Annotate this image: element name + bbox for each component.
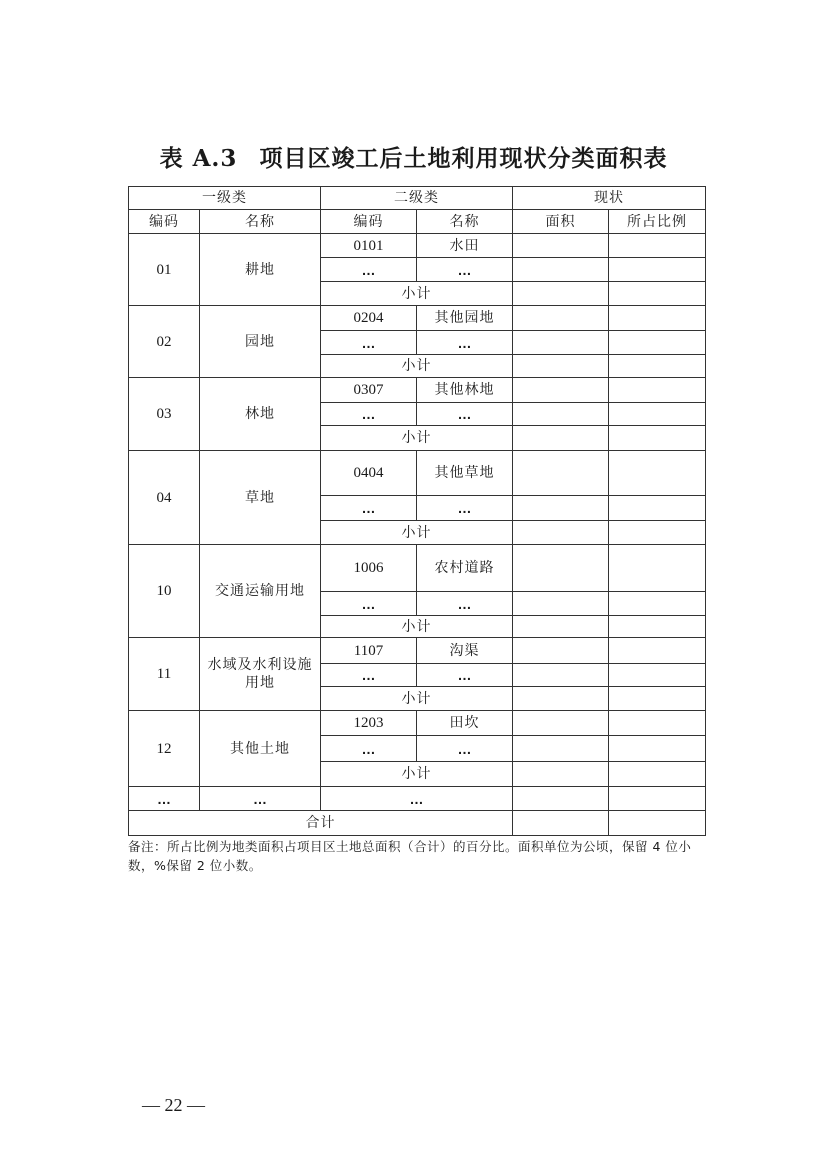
ratio-cell: [609, 592, 706, 616]
area-cell: [513, 811, 609, 836]
page-number: — 22 —: [142, 1095, 205, 1115]
table-row: [129, 711, 706, 736]
group-name: 交通运输用地: [200, 545, 321, 638]
group-code: 10: [129, 545, 200, 638]
ratio-cell: [609, 687, 706, 711]
group-code: 04: [129, 451, 200, 545]
subtotal-label: 小计: [321, 521, 513, 545]
ratio-cell: [609, 787, 706, 811]
area-cell: [513, 258, 609, 282]
header-row-1: [129, 187, 706, 210]
table-row: [129, 451, 706, 496]
header-ratio: 所占比例: [609, 210, 706, 234]
ratio-cell: [609, 403, 706, 426]
subtotal-label: 小计: [321, 762, 513, 787]
header-level1: 一级类: [129, 187, 321, 210]
sub-name-ellipsis: …: [417, 592, 513, 616]
group-code: 03: [129, 378, 200, 451]
sub-name: 其他林地: [417, 378, 513, 403]
subtotal-label: 小计: [321, 687, 513, 711]
group-code: 12: [129, 711, 200, 787]
ellipsis-name: …: [200, 787, 321, 811]
area-cell: [513, 736, 609, 762]
table-title: [0, 140, 827, 173]
table-number: 表 A.3: [159, 145, 238, 172]
ratio-cell: [609, 234, 706, 258]
table-row: [129, 234, 706, 258]
sub-code: 0204: [321, 306, 417, 331]
header-name1: 名称: [200, 210, 321, 234]
sub-name: 沟渠: [417, 638, 513, 664]
ratio-cell: [609, 521, 706, 545]
sub-name-ellipsis: …: [417, 736, 513, 762]
group-name: 草地: [200, 451, 321, 545]
area-cell: [513, 638, 609, 664]
ratio-cell: [609, 451, 706, 496]
area-cell: [513, 496, 609, 521]
area-cell: [513, 451, 609, 496]
ratio-cell: [609, 711, 706, 736]
table-row: [129, 306, 706, 331]
sub-code: 0101: [321, 234, 417, 258]
sub-code-ellipsis: …: [321, 736, 417, 762]
subtotal-label: 小计: [321, 355, 513, 378]
table-title-text: 项目区竣工后土地利用现状分类面积表: [259, 145, 668, 172]
subtotal-label: 小计: [321, 616, 513, 638]
ellipsis-level2: …: [321, 787, 513, 811]
ratio-cell: [609, 638, 706, 664]
area-cell: [513, 282, 609, 306]
header-name2: 名称: [417, 210, 513, 234]
header-area: 面积: [513, 210, 609, 234]
sub-code: 0307: [321, 378, 417, 403]
ratio-cell: [609, 496, 706, 521]
sub-code: 1203: [321, 711, 417, 736]
area-cell: [513, 426, 609, 451]
ratio-cell: [609, 378, 706, 403]
area-cell: [513, 355, 609, 378]
sub-name: 其他草地: [417, 451, 513, 496]
sub-name: 其他园地: [417, 306, 513, 331]
ratio-cell: [609, 355, 706, 378]
header-row-2: [129, 210, 706, 234]
group-code: 01: [129, 234, 200, 306]
header-status: 现状: [513, 187, 706, 210]
area-cell: [513, 331, 609, 355]
area-cell: [513, 378, 609, 403]
group-name: 园地: [200, 306, 321, 378]
sub-code: 0404: [321, 451, 417, 496]
group-code: 11: [129, 638, 200, 711]
ratio-cell: [609, 811, 706, 836]
sub-name: 水田: [417, 234, 513, 258]
group-name: 林地: [200, 378, 321, 451]
header-level2: 二级类: [321, 187, 513, 210]
ratio-cell: [609, 736, 706, 762]
group-name: 水域及水利设施用地: [200, 638, 321, 711]
sub-code-ellipsis: …: [321, 592, 417, 616]
sub-code-ellipsis: …: [321, 258, 417, 282]
sub-code: 1006: [321, 545, 417, 592]
ellipsis-code: …: [129, 787, 200, 811]
subtotal-label: 小计: [321, 426, 513, 451]
area-cell: [513, 711, 609, 736]
table-note: 备注：所占比例为地类面积占项目区土地总面积（合计）的百分比。面积单位为公顷，保留 4 位小数，%保留 2 位小数。: [128, 839, 692, 873]
ratio-cell: [609, 306, 706, 331]
area-cell: [513, 592, 609, 616]
ellipsis-row: [129, 787, 706, 811]
ratio-cell: [609, 331, 706, 355]
area-cell: [513, 306, 609, 331]
area-cell: [513, 687, 609, 711]
ratio-cell: [609, 664, 706, 687]
ratio-cell: [609, 762, 706, 787]
group-name: 耕地: [200, 234, 321, 306]
header-code1: 编码: [129, 210, 200, 234]
sub-name: 田坎: [417, 711, 513, 736]
total-label: 合计: [129, 811, 513, 836]
sub-code-ellipsis: …: [321, 496, 417, 521]
area-cell: [513, 403, 609, 426]
sub-name-ellipsis: …: [417, 496, 513, 521]
sub-name: 农村道路: [417, 545, 513, 592]
sub-code: 1107: [321, 638, 417, 664]
sub-code-ellipsis: …: [321, 331, 417, 355]
area-cell: [513, 521, 609, 545]
land-use-table: [128, 186, 706, 836]
table-row: [129, 638, 706, 664]
area-cell: [513, 545, 609, 592]
area-cell: [513, 664, 609, 687]
total-row: [129, 811, 706, 836]
table-row: [129, 378, 706, 403]
header-code2: 编码: [321, 210, 417, 234]
sub-name-ellipsis: …: [417, 664, 513, 687]
table-row: [129, 545, 706, 592]
ratio-cell: [609, 426, 706, 451]
sub-name-ellipsis: …: [417, 331, 513, 355]
sub-code-ellipsis: …: [321, 403, 417, 426]
ratio-cell: [609, 616, 706, 638]
group-code: 02: [129, 306, 200, 378]
area-cell: [513, 234, 609, 258]
group-name: 其他土地: [200, 711, 321, 787]
ratio-cell: [609, 545, 706, 592]
area-cell: [513, 762, 609, 787]
ratio-cell: [609, 282, 706, 306]
ratio-cell: [609, 258, 706, 282]
subtotal-label: 小计: [321, 282, 513, 306]
sub-name-ellipsis: …: [417, 258, 513, 282]
area-cell: [513, 616, 609, 638]
sub-code-ellipsis: …: [321, 664, 417, 687]
area-cell: [513, 787, 609, 811]
sub-name-ellipsis: …: [417, 403, 513, 426]
